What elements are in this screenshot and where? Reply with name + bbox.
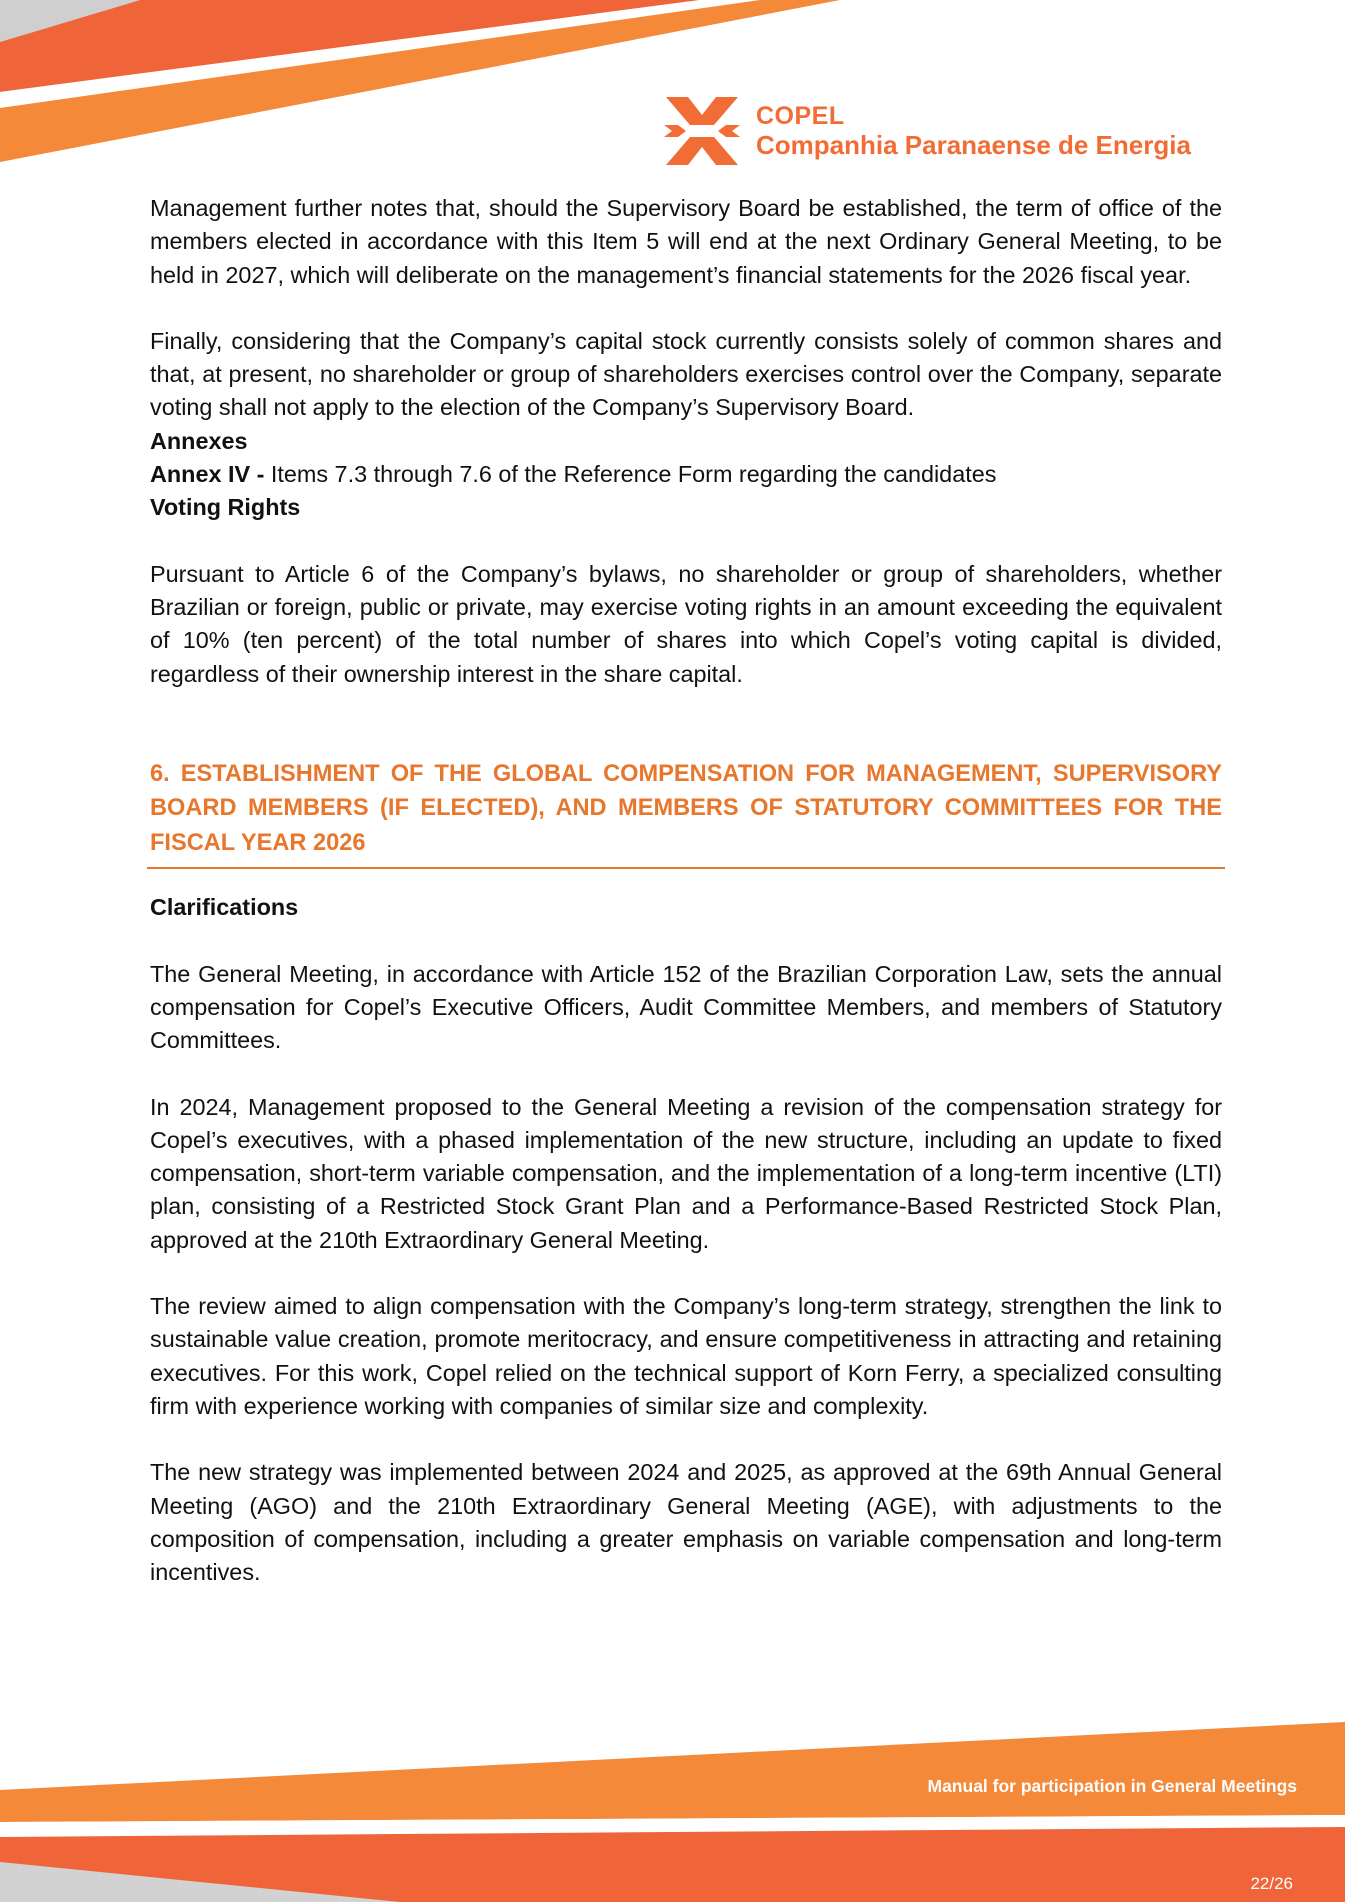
voting-rights-heading: Voting Rights	[150, 494, 301, 521]
section-6-title: 6. ESTABLISHMENT OF THE GLOBAL COMPENSATION FOR MANAGEMENT, SUPERVISORY BOARD MEMBERS (IF ELECTED), AND MEMBERS OF STATUTORY COMMITTEES FOR THE FISCAL YEAR 2026	[150, 760, 1222, 856]
paragraph-separate-voting: Finally, considering that the Company’s capital stock currently consists solely of common shares and that, at present, no shareholder or group of shareholders exercises control over the Company, separate voting shall not apply to the election of the Company’s Supervisory Board.	[150, 327, 1222, 421]
paragraph-new-strategy: The new strategy was implemented between 2024 and 2025, as approved at the 69th Annual General Meeting (AGO) and the 210th Extraordinary General Meeting (AGE), with adjustments to the composition of compensation, including a greater emphasis on variable compensation and long-term incentives.	[150, 1459, 1222, 1586]
copel-logo-icon	[664, 95, 740, 167]
company-logo	[664, 95, 1191, 167]
paragraph-general-meeting: The General Meeting, in accordance with Article 152 of the Brazilian Corporation Law, sets the annual compensation for Copel’s Executive Officers, Audit Committee Members, and members of Statutory Committees.	[150, 960, 1222, 1054]
annex-iv-label: Annex IV -	[150, 461, 265, 488]
paragraph-2024-revision: In 2024, Management proposed to the General Meeting a revision of the compensation strategy for Copel’s executives, with a phased implementation of the new structure, including an update to fixed compensation, short-term variable compensation, and the implementation of a long-term incentive (LTI) plan, consisting of a Restricted Stock Grant Plan and a Performance-Based Restricted Stock Plan, approved at the 210th Extraordinary General Meeting.	[150, 1093, 1222, 1253]
paragraph-term-of-office: Management further notes that, should the Supervisory Board be established, the term of office of the members elected in accordance with this Item 5 will end at the next Ordinary General Meeting, to be held in 2027, which will deliberate on the management’s financial statements for the 2026 fiscal year.	[150, 195, 1222, 288]
annex-iv-line	[150, 458, 1222, 491]
logo-line-2: Companhia Paranaense de Energia	[756, 130, 1191, 160]
footer-document-title: Manual for participation in General Meetings	[927, 1776, 1297, 1796]
annex-iv-text: Items 7.3 through 7.6 of the Reference Form regarding the candidates	[264, 461, 997, 488]
clarifications-heading: Clarifications	[150, 894, 299, 921]
footer-decorative-band	[0, 1712, 1345, 1902]
document-body	[150, 192, 1222, 1589]
page-number: 22/26	[1250, 1874, 1293, 1893]
paragraph-voting-rights: Pursuant to Article 6 of the Company’s bylaws, no shareholder or group of shareholders, whether Brazilian or foreign, public or private, may exercise voting rights in an amount exceeding the equivalent of 10% (ten percent) of the total number of shares into which Copel’s voting capital is divided, regardless of their ownership interest in the share capital.	[150, 560, 1222, 687]
annexes-heading: Annexes	[150, 427, 248, 454]
logo-line-1: COPEL	[756, 102, 845, 130]
section-divider	[147, 867, 1225, 869]
paragraph-review-aim: The review aimed to align compensation with the Company’s long-term strategy, strengthen the link to sustainable value creation, promote meritocracy, and ensure competitiveness in attracting and retaining executives. For this work, Copel relied on the technical support of Korn Ferry, a specialized consulting firm with experience working with companies of similar size and complexity.	[150, 1293, 1222, 1419]
